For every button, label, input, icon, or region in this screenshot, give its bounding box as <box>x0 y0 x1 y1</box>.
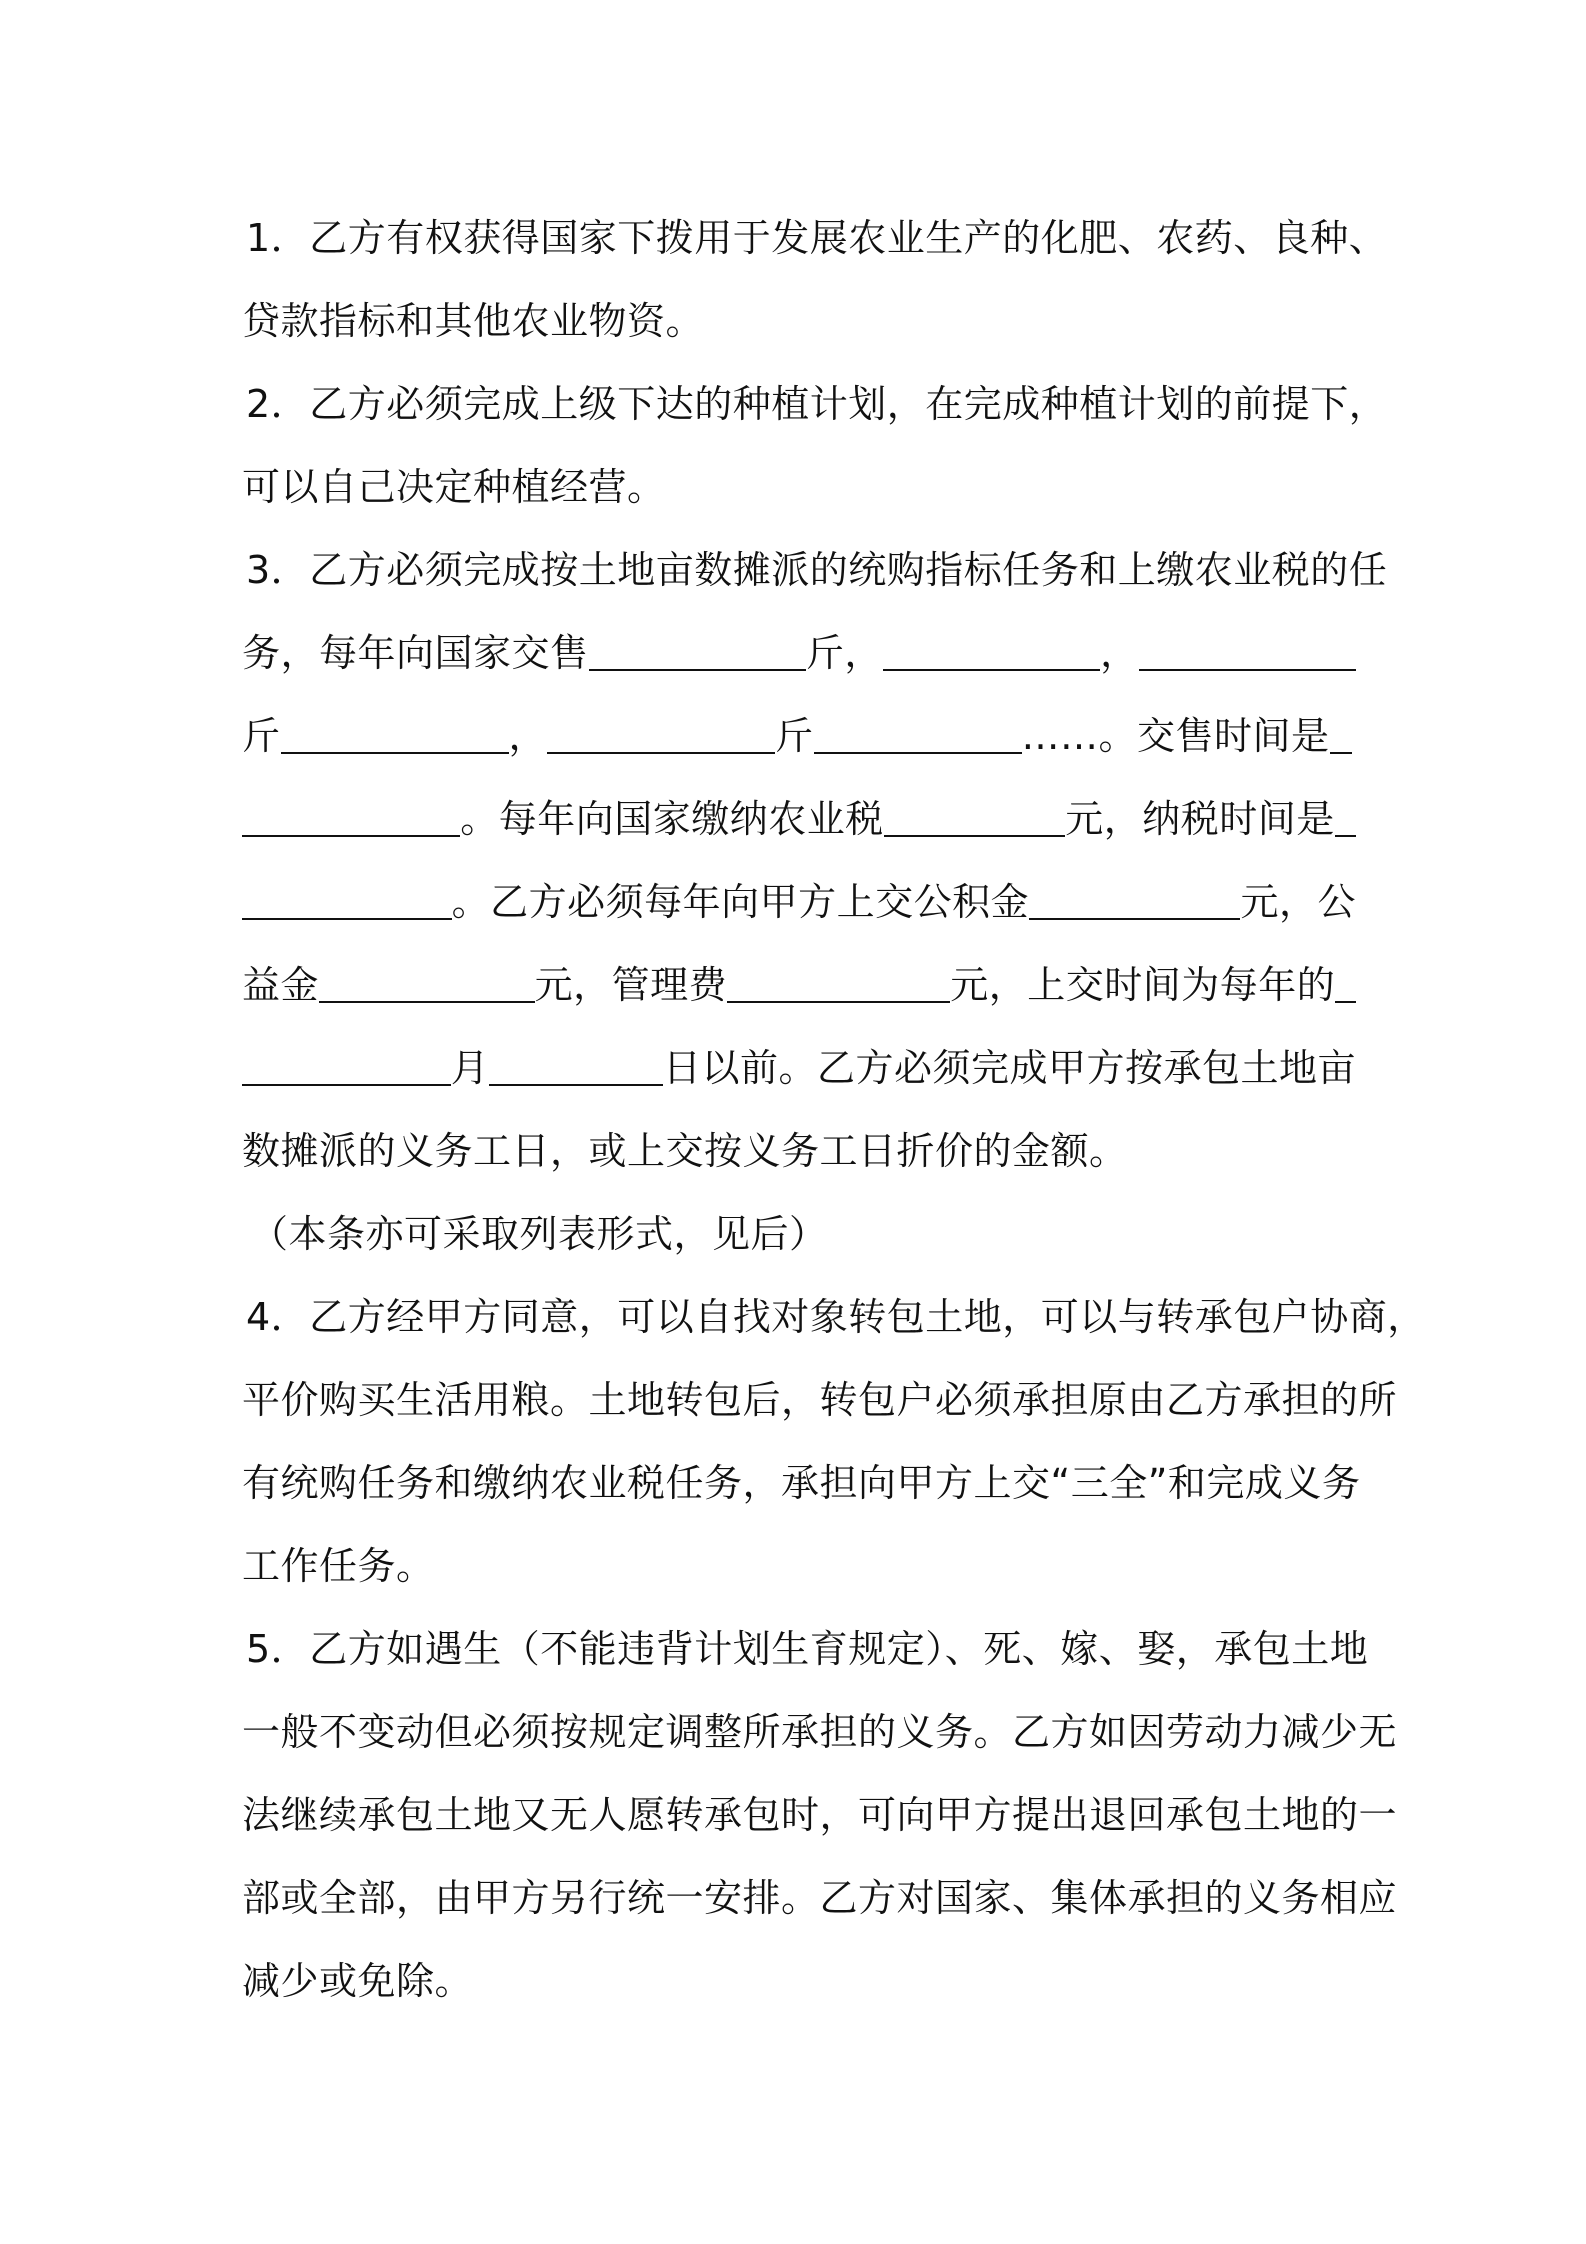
item-3-line-7-text-a: 月 <box>450 1045 490 1090</box>
item-3-line-6 <box>242 943 1356 1026</box>
item-3-line-7-text-b: 日以前。乙方必须完成甲方按承包土地亩 <box>662 1045 1356 1090</box>
item-3-line-5-text-b: 元，公 <box>1240 879 1356 924</box>
item-3-line-8 <box>242 1109 1356 1192</box>
item-5-text-5: 减少或免除。 <box>242 1958 474 2003</box>
item-5-line-4 <box>242 1856 1398 1939</box>
item-5-number: 5． <box>246 1626 310 1671</box>
fill-blank-crop-2[interactable] <box>883 635 1100 671</box>
item-3-line-3-text-d: ……。交售时间是 <box>1021 713 1330 758</box>
item-3-line-4-text-b: 元，纳税时间是 <box>1065 796 1335 841</box>
fill-blank-agri-tax-amount[interactable] <box>884 801 1066 837</box>
item-5-line-5 <box>242 1939 1356 2022</box>
item-4-text-4: 工作任务。 <box>242 1543 435 1588</box>
item-3-note-line <box>242 1192 1356 1275</box>
fill-blank-tax-time-start[interactable] <box>1335 801 1356 837</box>
fill-blank-sale-quantity-1[interactable] <box>589 635 806 671</box>
item-3-line-5 <box>242 860 1356 943</box>
item-3-line-4-text-a: 。每年向国家缴纳农业税 <box>460 796 884 841</box>
fill-blank-sale-time[interactable] <box>242 801 460 837</box>
item-5-line-2 <box>242 1690 1398 1773</box>
item-3-line-3-text-b: ， <box>508 713 548 758</box>
item-3-line-3 <box>242 694 1356 777</box>
fill-blank-accumulation-fund[interactable] <box>1029 884 1240 920</box>
item-3-line-1 <box>242 528 1388 611</box>
item-5-text-3: 法继续承包土地又无人愿转承包时，可向甲方提出退回承包土地的一 <box>242 1792 1398 1837</box>
item-5-text-1: 乙方如遇生（不能违背计划生育规定）、死、嫁、娶，承包土地 <box>309 1626 1369 1671</box>
item-2-line-1 <box>242 362 1388 445</box>
item-1-line-1 <box>242 196 1388 279</box>
item-4-line-3 <box>242 1441 1361 1524</box>
fill-blank-month-start[interactable] <box>1335 967 1356 1003</box>
fill-blank-tax-time[interactable] <box>242 884 452 920</box>
item-5-line-3 <box>242 1773 1398 1856</box>
item-1-text-1: 乙方有权获得国家下拨用于发展农业生产的化肥、农药、良种、 <box>309 215 1388 260</box>
item-4-line-1 <box>242 1275 1426 1358</box>
item-3-line-2-text-b: 斤， <box>805 630 883 675</box>
fill-blank-quantity-2[interactable] <box>1139 635 1356 671</box>
contract-page <box>242 196 1426 2022</box>
item-3-line-2-text-c: ， <box>1100 630 1139 675</box>
item-3-line-2-text-a: 务，每年向国家交售 <box>242 630 589 675</box>
item-4-text-2: 平价购买生活用粮。土地转包后，转包户必须承担原由乙方承担的所 <box>242 1377 1398 1422</box>
item-3-line-6-text-b: 元，管理费 <box>534 962 728 1007</box>
item-1-line-2 <box>242 279 1356 362</box>
item-3-number: 3． <box>246 547 310 592</box>
item-3-line-6-text-c: 元，上交时间为每年的 <box>950 962 1336 1007</box>
item-3-text-8: 数摊派的义务工日，或上交按义务工日折价的金额。 <box>242 1128 1128 1173</box>
item-1-text-2: 贷款指标和其他农业物资。 <box>242 298 705 343</box>
fill-blank-management-fee[interactable] <box>727 967 950 1003</box>
item-3-text-1: 乙方必须完成按土地亩数摊派的统购指标任务和上缴农业税的任 <box>309 547 1388 592</box>
item-3-line-3-text-c: 斤 <box>775 713 814 758</box>
item-3-line-7 <box>242 1026 1356 1109</box>
item-3-line-4 <box>242 777 1356 860</box>
item-2-line-2 <box>242 445 1356 528</box>
item-3-line-6-text-a: 益金 <box>242 962 320 1007</box>
fill-blank-month[interactable] <box>242 1050 451 1086</box>
item-4-text-1: 乙方经甲方同意，可以自找对象转包土地，可以与转承包户协商， <box>309 1294 1426 1339</box>
item-4-line-2 <box>242 1358 1398 1441</box>
item-5-line-1 <box>242 1607 1369 1690</box>
item-3-line-2 <box>242 611 1356 694</box>
fill-blank-welfare-fund[interactable] <box>319 967 535 1003</box>
item-3-line-3-text-a: 斤 <box>242 713 281 758</box>
item-4-number: 4． <box>246 1294 310 1339</box>
item-5-text-2: 一般不变动但必须按规定调整所承担的义务。乙方如因劳动力减少无 <box>242 1709 1398 1754</box>
fill-blank-day[interactable] <box>489 1050 663 1086</box>
item-1-number: 1． <box>246 215 310 260</box>
fill-blank-sale-time-start[interactable] <box>1330 718 1352 754</box>
item-2-text-2: 可以自己决定种植经营。 <box>242 464 666 509</box>
item-3-line-5-text-a: 。乙方必须每年向甲方上交公积金 <box>451 879 1030 924</box>
item-5-text-4: 部或全部，由甲方另行统一安排。乙方对国家、集体承担的义务相应 <box>242 1875 1398 1920</box>
fill-blank-crop-4[interactable] <box>814 718 1022 754</box>
item-2-number: 2． <box>246 381 310 426</box>
item-4-line-4 <box>242 1524 1356 1607</box>
item-4-text-3: 有统购任务和缴纳农业税任务，承担向甲方上交“三全”和完成义务 <box>242 1460 1361 1505</box>
fill-blank-quantity-3[interactable] <box>547 718 775 754</box>
item-2-text-1: 乙方必须完成上级下达的种植计划，在完成种植计划的前提下， <box>309 381 1388 426</box>
item-3-note: （本条亦可采取列表形式，见后） <box>250 1211 828 1256</box>
fill-blank-crop-3[interactable] <box>281 718 509 754</box>
